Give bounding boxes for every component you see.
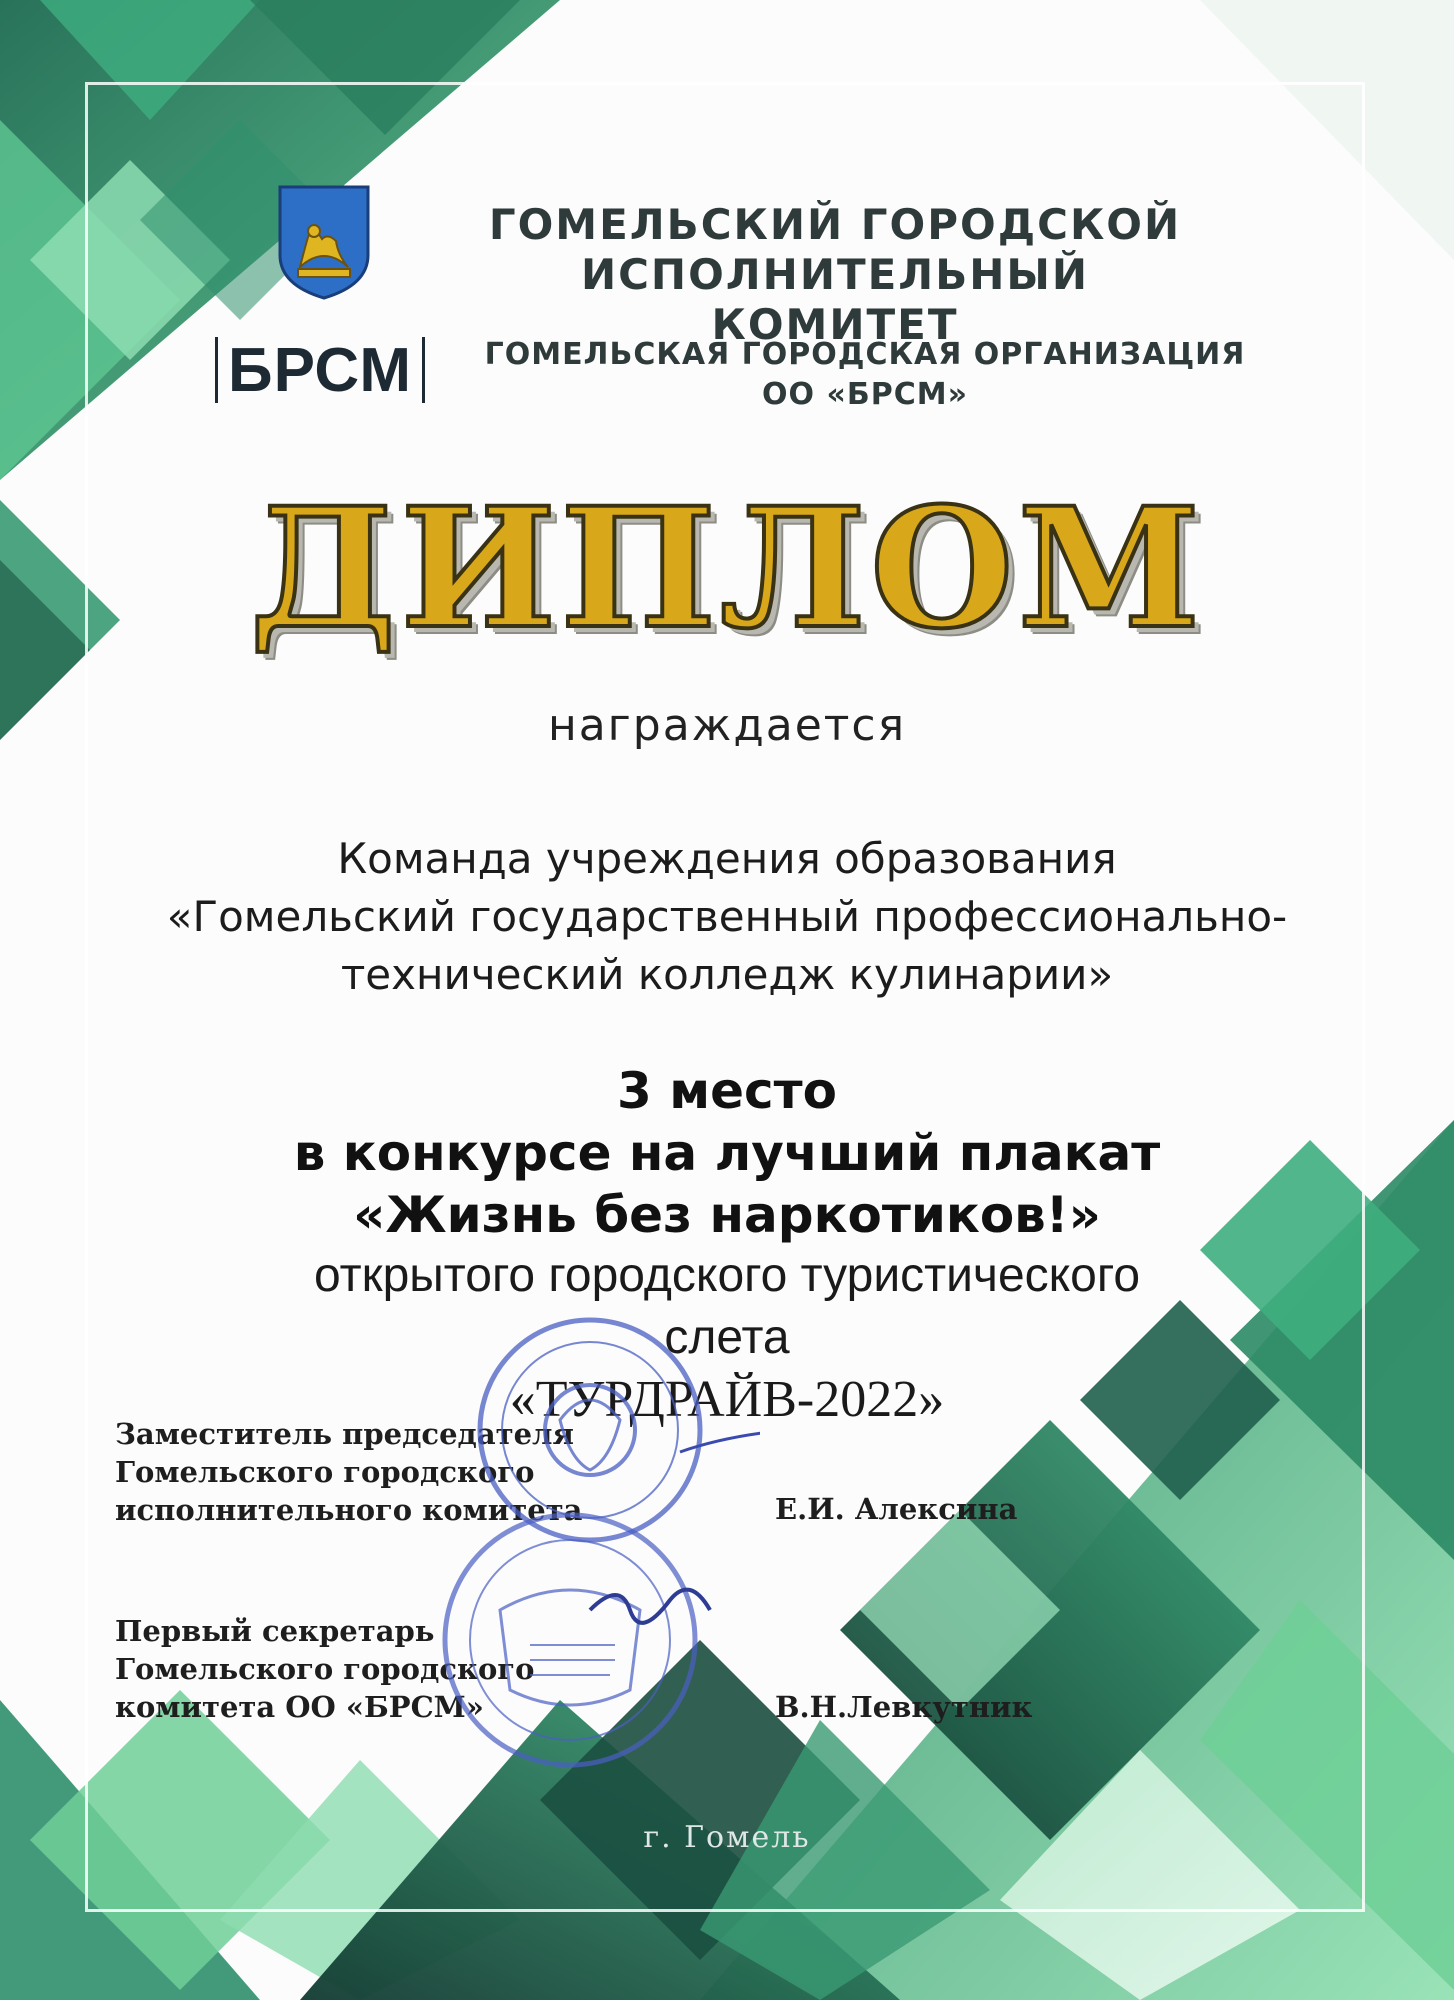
org2-line1: ГОМЕЛЬСКАЯ ГОРОДСКАЯ ОРГАНИЗАЦИЯ — [484, 337, 1246, 372]
org-brsm — [455, 335, 1275, 415]
awarded-label: награждается — [547, 700, 907, 751]
event-line2: слета — [664, 1311, 790, 1364]
signature2-position-line2: Гомельского городского — [115, 1652, 535, 1686]
achievement-poster-title: «Жизнь без наркотиков!» — [353, 1186, 1101, 1244]
official-seals — [400, 1310, 760, 1780]
org-executive-committee — [455, 200, 1215, 350]
signature1-position-line2: Гомельского городского — [115, 1455, 535, 1489]
achievement — [0, 1060, 1454, 1246]
handwritten-signature-icon — [680, 1432, 760, 1452]
signature1-name: Е.И. Алексина — [775, 1492, 1018, 1526]
recipient-line1: Команда учреждения образования — [337, 834, 1117, 883]
logo-bar-right — [422, 337, 425, 403]
event-line1: открытого городского туристического — [313, 1249, 1141, 1302]
brsm-logo — [205, 330, 435, 410]
brsm-logo-text: БРСМ — [228, 335, 412, 405]
logo-bar-left — [215, 337, 218, 403]
recipient-line2: «Гомельский государственный профессионально- — [166, 892, 1288, 941]
recipient-line3: технический колледж кулинарии» — [340, 950, 1114, 999]
org2-line2: ОО «БРСМ» — [762, 377, 968, 412]
org1-line2: ИСПОЛНИТЕЛЬНЫЙ КОМИТЕТ — [580, 250, 1090, 349]
event-name: «ТУРДРАЙВ-2022» — [509, 1371, 945, 1428]
signature2-position-line3: комитета ОО «БРСМ» — [115, 1690, 484, 1724]
signature1-position-line3: исполнительного комитета — [115, 1493, 583, 1527]
org1-line1: ГОМЕЛЬСКИЙ ГОРОДСКОЙ — [488, 200, 1182, 249]
gomel-coat-of-arms-icon — [278, 185, 370, 300]
seal-executive-committee-icon — [480, 1320, 700, 1540]
signature2-name: В.Н.Левкутник — [775, 1690, 1033, 1724]
diploma-title: ДИПЛОМ — [249, 471, 1205, 665]
achievement-contest: в конкурсе на лучший плакат — [293, 1124, 1161, 1182]
seal-brsm-committee-icon — [445, 1515, 695, 1765]
recipient — [0, 830, 1454, 1004]
signature2-position-line1: Первый секретарь — [115, 1614, 435, 1648]
city-name: г. Гомель — [643, 1820, 811, 1855]
signature1-position-line1: Заместитель председателя — [115, 1417, 574, 1451]
achievement-place: 3 место — [617, 1062, 837, 1120]
